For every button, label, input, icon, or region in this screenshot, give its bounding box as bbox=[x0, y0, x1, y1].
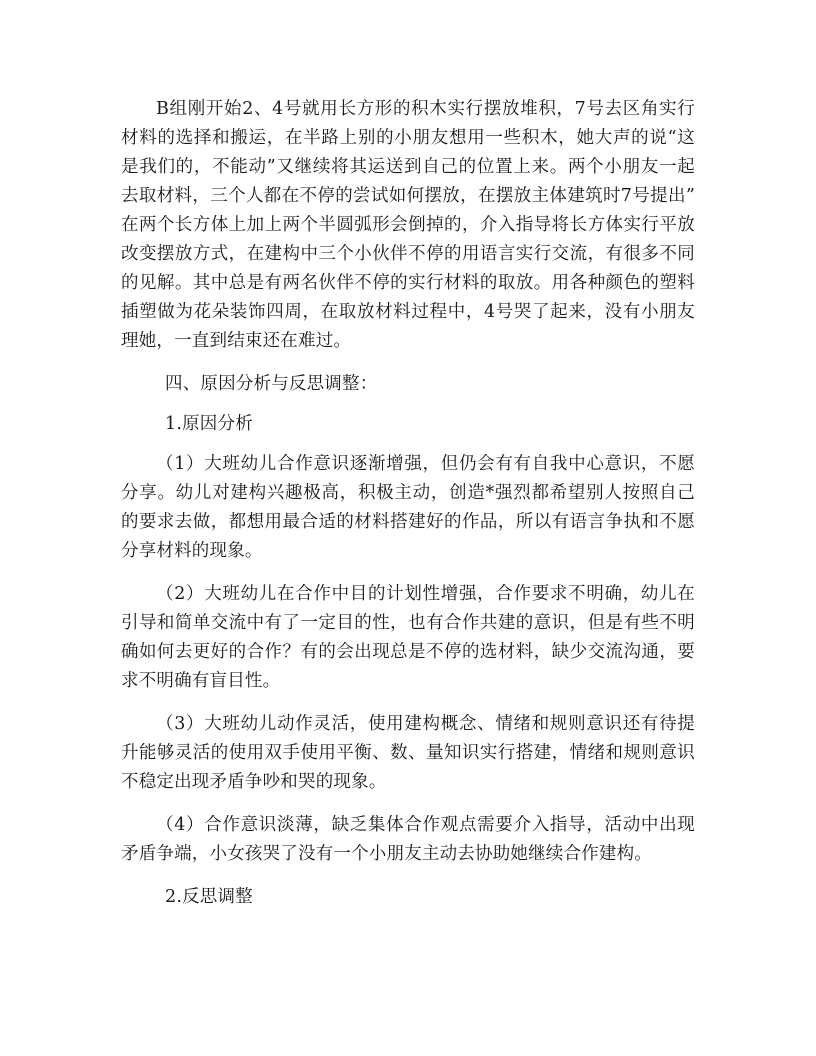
document-body bbox=[121, 95, 695, 912]
paragraph-cause-2: （2）大班幼儿在合作中目的计划性增强，合作要求不明确，幼儿在引导和简单交流中有了一定目的性，也有合作共建的意识，但是有些不明确如何去更好的合作？有的会出现总是不停的选材料，缺少交流沟通，要求不明确有盲目性。 bbox=[121, 584, 695, 691]
paragraph-group-b-observation: B组刚开始2、4号就用长方形的积木实行摆放堆积，7号去区角实行材料的选择和搬运，在半路上别的小朋友想用一些积木，她大声的说“这是我们的，不能动”又继续将其运送到自己的位置上来。两个小朋友一起去取材料，三个人都在不停的尝试如何摆放，在摆放主体建筑时7号提出”在两个长方体上加上两个半圆弧形会倒掉的，介入指导将长方体实行平放改变摆放方式，在建构中三个小伙伴不停的用语言实行交流，有很多不同的见解。其中总是有两名伙伴不停的实行材料的取放。用各种颜色的塑料插塑做为花朵装饰四周，在取放材料过程中，4号哭了起来，没有小朋友理她，一直到结束还在难过。 bbox=[121, 99, 695, 351]
paragraph-cause-3: （3）大班幼儿动作灵活，使用建构概念、情绪和规则意识还有待提升能够灵活的使用双手使用平衡、数、量知识实行搭建，情绪和规则意识不稳定出现矛盾争吵和哭的现象。 bbox=[121, 714, 695, 792]
reflection-heading: 2.反思调整 bbox=[165, 887, 253, 907]
paragraph-cause-4: （4）合作意识淡薄，缺乏集体合作观点需要介入指导，活动中出现矛盾争端，小女孩哭了没有一个小朋友主动去协助她继续合作建构。 bbox=[121, 815, 695, 864]
spacer bbox=[121, 566, 695, 580]
spacer bbox=[121, 696, 695, 710]
spacer bbox=[121, 356, 695, 370]
spacer bbox=[121, 869, 695, 883]
cause-analysis-heading: 1.原因分析 bbox=[165, 414, 253, 434]
section-four-heading: 四、原因分析与反思调整： bbox=[165, 374, 378, 394]
spacer bbox=[121, 439, 695, 450]
paragraph-cause-1: （1）大班幼儿合作意识逐渐增强，但仍会有有自我中心意识，不愿分享。幼儿对建构兴趣极高，积极主动，创造*强烈都希望别人按照自己的要求去做，都想用最合适的材料搭建好的作品，所以有语言争执和不愿分享材料的现象。 bbox=[121, 454, 695, 561]
spacer bbox=[121, 399, 695, 410]
spacer bbox=[121, 797, 695, 811]
